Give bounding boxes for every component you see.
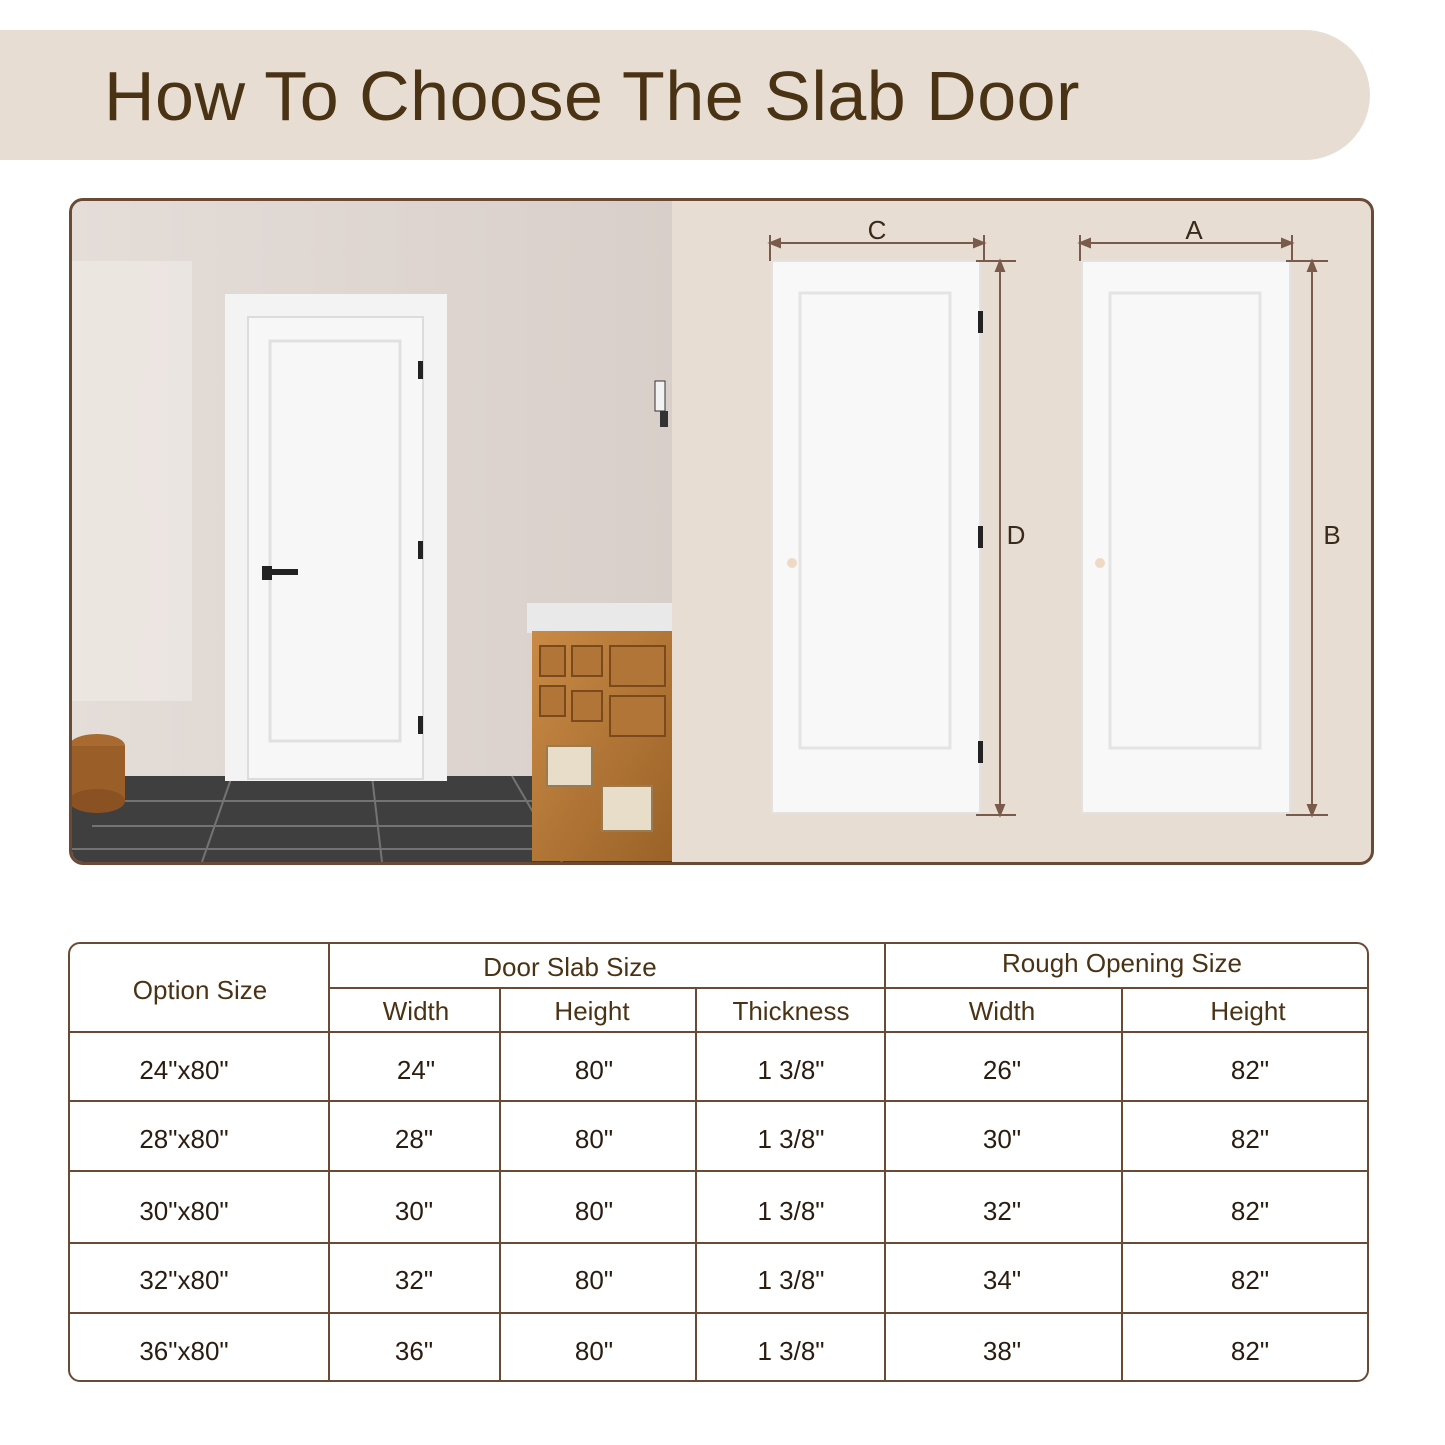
cell-width: 30" xyxy=(394,1196,434,1226)
table-row xyxy=(139,1124,1269,1154)
dimension-d-label: D xyxy=(1006,520,1026,550)
cell-ro-height: 82" xyxy=(1230,1124,1270,1154)
cell-height: 80" xyxy=(574,1265,614,1295)
room-photo xyxy=(72,201,672,862)
cell-thickness: 1 3/8" xyxy=(757,1124,825,1154)
subheader-slab-height: Height xyxy=(554,996,630,1026)
cell-ro-width: 30" xyxy=(982,1124,1022,1154)
size-table xyxy=(68,942,1369,1382)
cell-option: 28"x80" xyxy=(139,1124,229,1154)
cell-thickness: 1 3/8" xyxy=(757,1265,825,1295)
subheader-slab-width: Width xyxy=(382,996,450,1026)
door-image-panel xyxy=(69,198,1374,865)
header-door-slab-size: Door Slab Size xyxy=(483,952,657,982)
door-illustration xyxy=(72,201,1371,862)
cell-ro-width: 38" xyxy=(982,1336,1022,1366)
cell-width: 32" xyxy=(394,1265,434,1295)
cell-ro-height: 82" xyxy=(1230,1265,1270,1295)
table-row xyxy=(139,1055,1269,1085)
header-option-size: Option Size xyxy=(132,975,268,1005)
cell-option: 24"x80" xyxy=(139,1055,229,1085)
cell-thickness: 1 3/8" xyxy=(757,1055,825,1085)
cell-thickness: 1 3/8" xyxy=(757,1196,825,1226)
size-table-grid xyxy=(70,944,1367,1380)
subheader-ro-width: Width xyxy=(968,996,1036,1026)
dimension-c-label: C xyxy=(867,215,887,245)
vanity-cabinet xyxy=(527,603,672,861)
cell-ro-width: 32" xyxy=(982,1196,1022,1226)
cell-option: 32"x80" xyxy=(139,1265,229,1295)
cell-option: 30"x80" xyxy=(139,1196,229,1226)
dimension-b-label: B xyxy=(1323,520,1341,550)
cell-width: 24" xyxy=(396,1055,436,1085)
cell-ro-width: 26" xyxy=(982,1055,1022,1085)
cell-height: 80" xyxy=(574,1336,614,1366)
cell-height: 80" xyxy=(574,1055,614,1085)
cell-width: 28" xyxy=(394,1124,434,1154)
subheader-ro-height: Height xyxy=(1210,996,1286,1026)
door-diagram xyxy=(770,215,1341,815)
cell-ro-width: 34" xyxy=(982,1265,1022,1295)
table-row xyxy=(139,1336,1269,1366)
subheader-slab-thickness: Thickness xyxy=(732,996,850,1026)
cell-width: 36" xyxy=(394,1336,434,1366)
cell-height: 80" xyxy=(574,1196,614,1226)
cell-height: 80" xyxy=(574,1124,614,1154)
room-door xyxy=(225,294,447,781)
cell-ro-height: 82" xyxy=(1230,1055,1270,1085)
table-row xyxy=(139,1196,1269,1226)
dimension-a-label: A xyxy=(1185,215,1203,245)
header-rough-opening-size: Rough Opening Size xyxy=(1002,948,1242,978)
table-row xyxy=(139,1265,1269,1295)
cell-ro-height: 82" xyxy=(1230,1196,1270,1226)
cell-ro-height: 82" xyxy=(1230,1336,1270,1366)
page-title: How To Choose The Slab Door xyxy=(104,57,1080,135)
cell-option: 36"x80" xyxy=(139,1336,229,1366)
cell-thickness: 1 3/8" xyxy=(757,1336,825,1366)
